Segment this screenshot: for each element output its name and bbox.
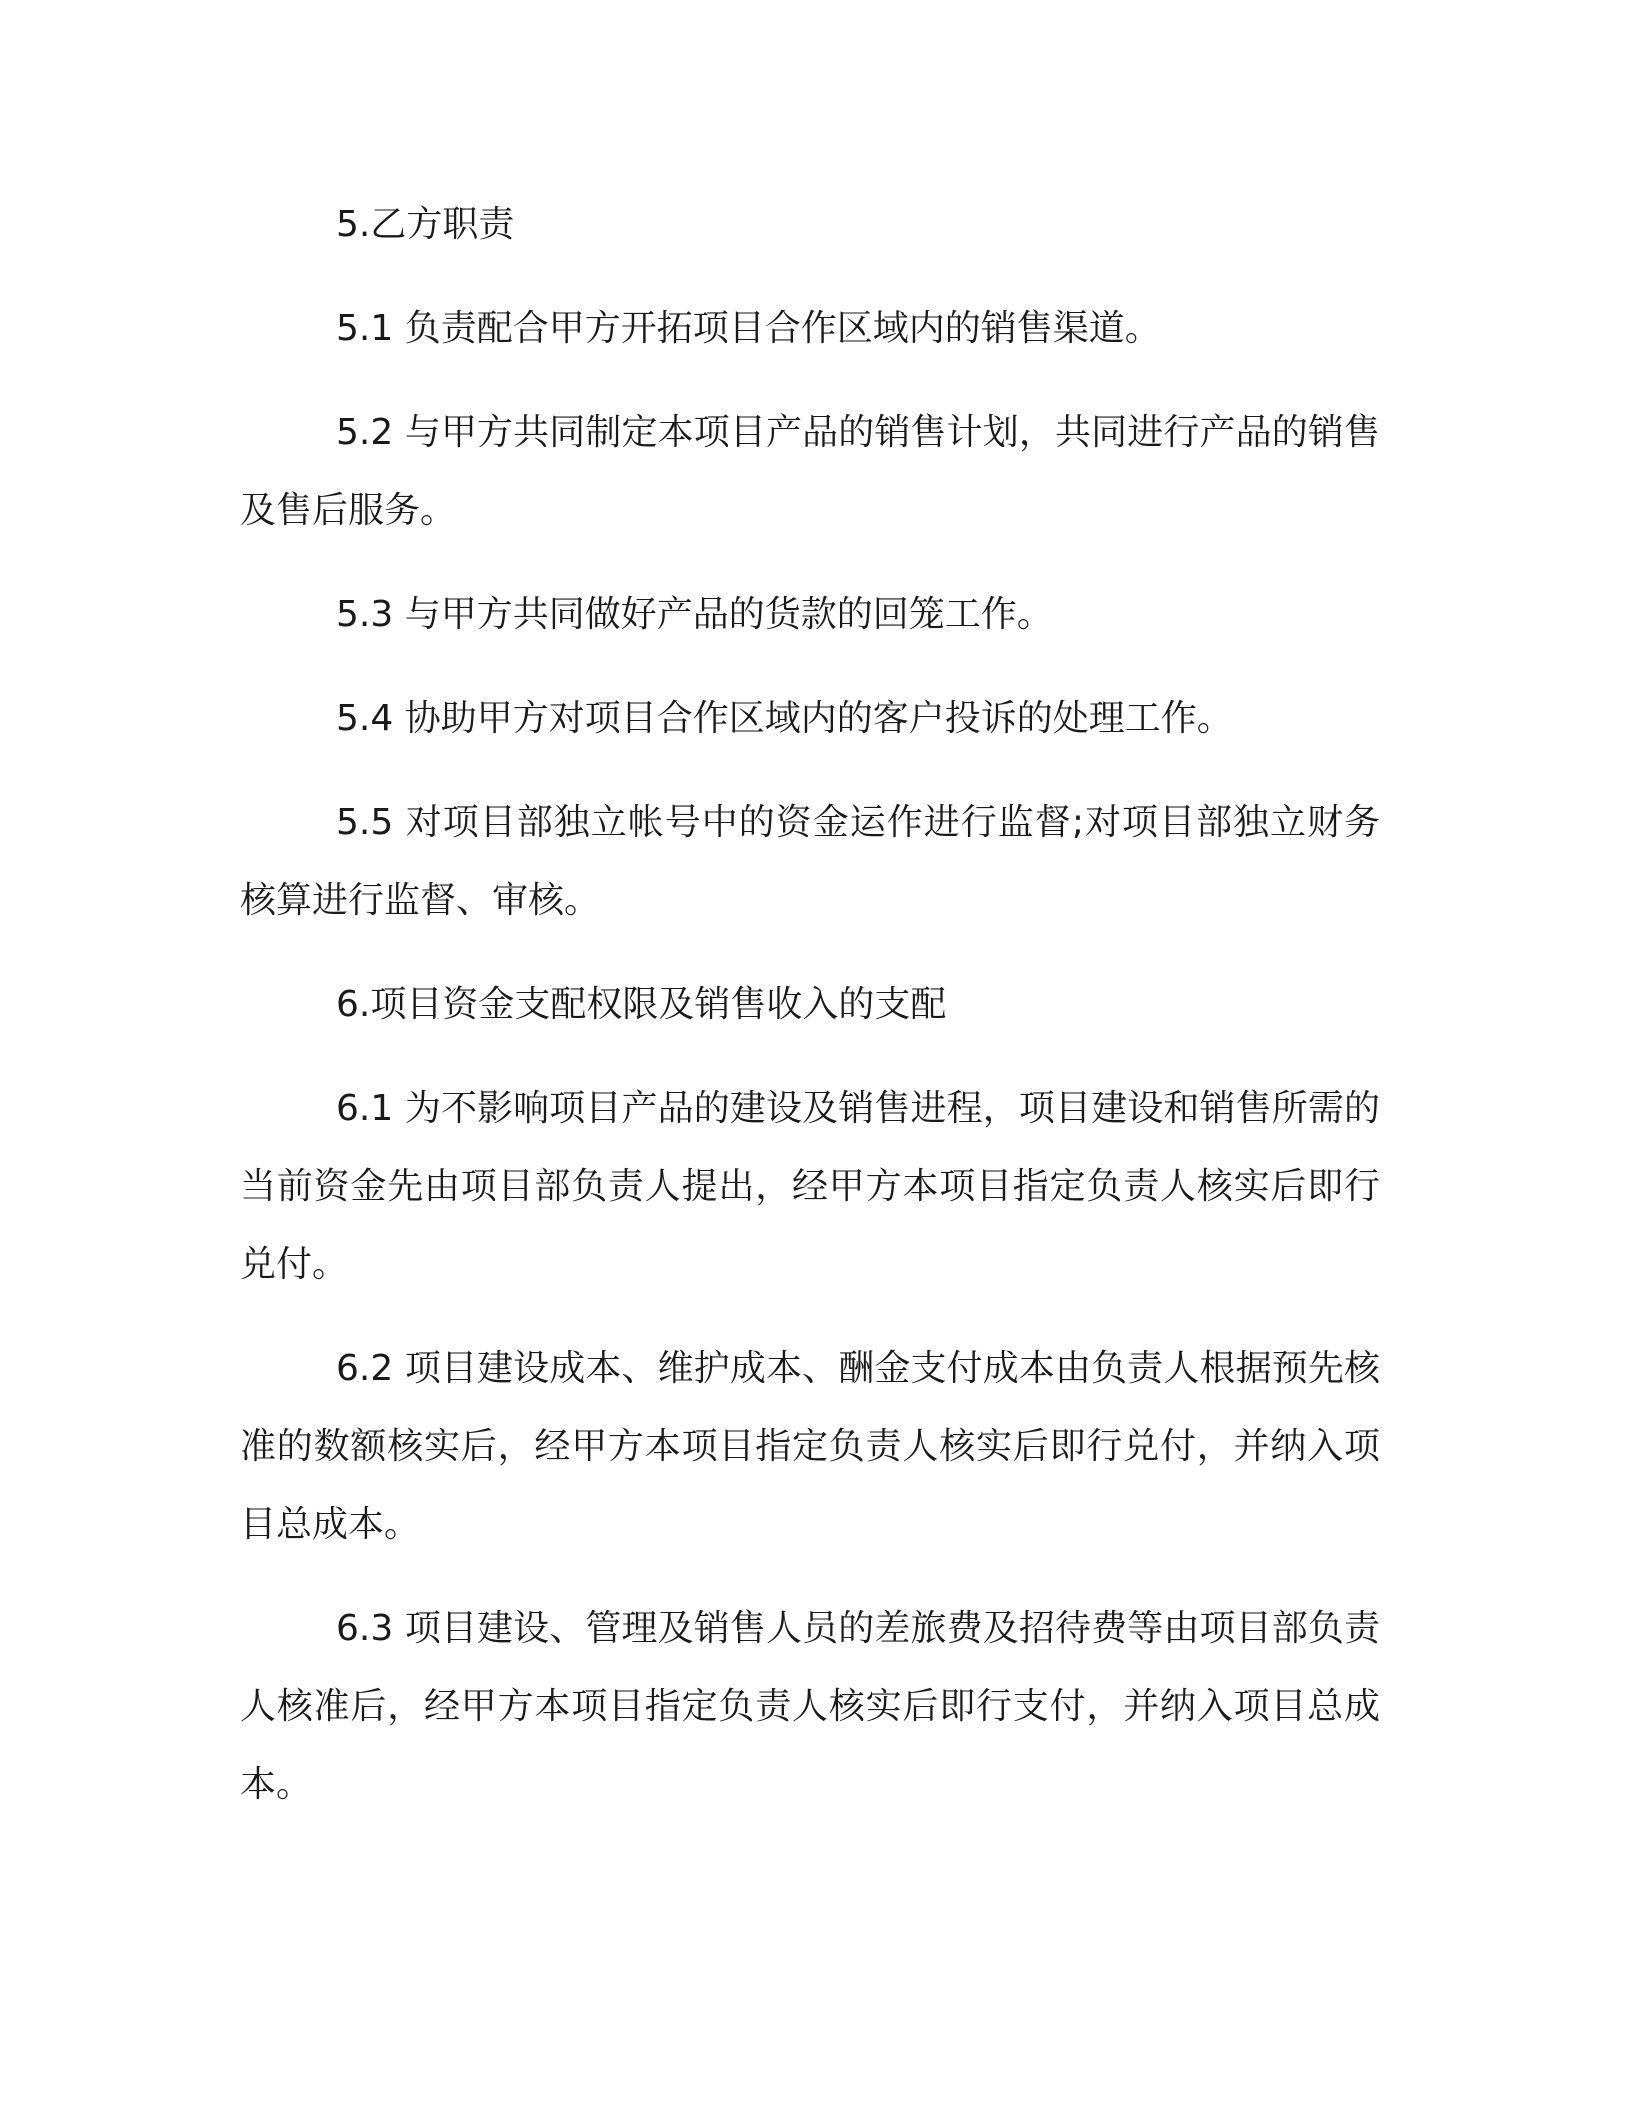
clause-5-5: 5.5 对项目部独立帐号中的资金运作进行监督;对项目部独立财务核算进行监督、审核。 <box>240 802 1380 921</box>
clause-5-2: 5.2 与甲方共同制定本项目产品的销售计划，共同进行产品的销售及售后服务。 <box>240 412 1380 531</box>
clause-5-3: 5.3 与甲方共同做好产品的货款的回笼工作。 <box>336 594 1053 635</box>
clause-5-4: 5.4 协助甲方对项目合作区域内的客户投诉的处理工作。 <box>336 698 1233 739</box>
document-body <box>240 186 1380 1850</box>
clause-6-3: 6.3 项目建设、管理及销售人员的差旅费及招待费等由项目部负责人核准后，经甲方本项目指定负责人核实后即行支付，并纳入项目总成本。 <box>240 1608 1380 1805</box>
clause-6-2: 6.2 项目建设成本、维护成本、酬金支付成本由负责人根据预先核准的数额核实后，经甲方本项目指定负责人核实后即行兑付，并纳入项目总成本。 <box>240 1348 1380 1545</box>
clause-5-1: 5.1 负责配合甲方开拓项目合作区域内的销售渠道。 <box>336 308 1161 349</box>
clause-6-1: 6.1 为不影响项目产品的建设及销售进程，项目建设和销售所需的当前资金先由项目部负责人提出，经甲方本项目指定负责人核实后即行兑付。 <box>240 1088 1380 1285</box>
section-heading-5: 5.乙方职责 <box>336 204 515 245</box>
section-heading-6: 6.项目资金支配权限及销售收入的支配 <box>336 984 947 1025</box>
